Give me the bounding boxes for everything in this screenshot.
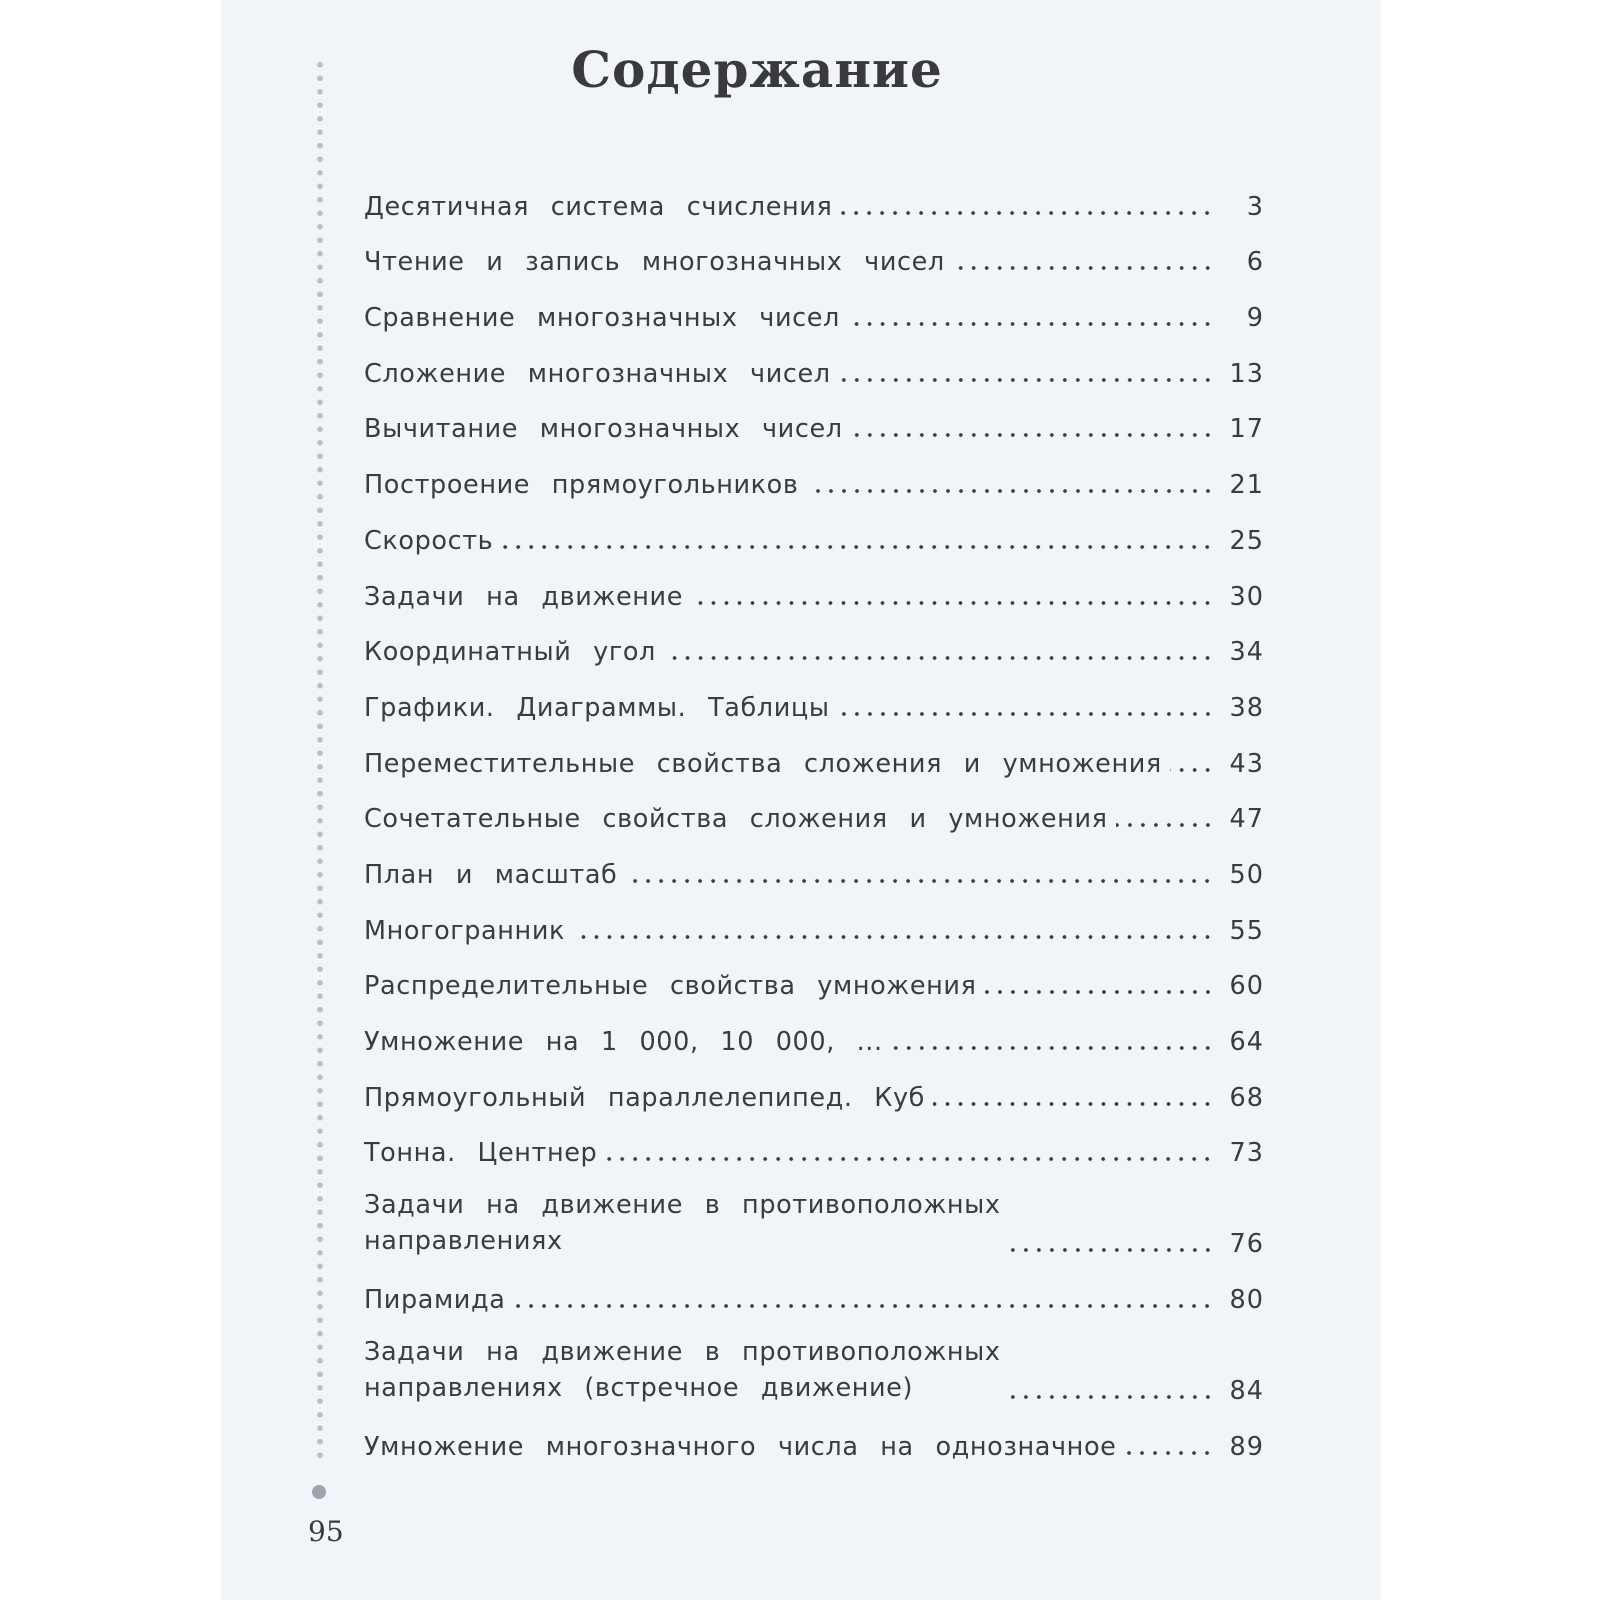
toc-entry-page: 25	[1229, 525, 1264, 556]
toc-entry	[364, 1259, 1264, 1315]
dot-leader	[513, 1303, 1214, 1309]
dot-leader	[501, 544, 1214, 550]
margin-line-end-dot	[312, 1485, 326, 1499]
toc-entry-page: 50	[1229, 859, 1264, 890]
toc-entry-title: Построение прямоугольников	[364, 470, 799, 501]
dot-leader	[851, 432, 1214, 438]
toc-entry-title: Сравнение многозначных чисел	[364, 303, 840, 334]
toc-entry-page: 76	[1229, 1229, 1264, 1260]
page-number: 95	[308, 1515, 344, 1548]
dotted-margin-line	[317, 58, 323, 1458]
toc-entry-title: Сочетательные свойства сложения и умножения	[364, 804, 1108, 835]
toc-entry-page: 60	[1229, 971, 1264, 1002]
toc-entry	[364, 779, 1264, 835]
toc-entry-title: Задачи на движение в противоположных направлениях (встречное движение)	[364, 1337, 1001, 1404]
toc-entry-title: Задачи на движение	[364, 581, 684, 612]
page-title: Содержание	[571, 40, 943, 99]
dot-leader	[1009, 1394, 1214, 1400]
toc-entry-title: Графики. Диаграммы. Таблицы	[364, 692, 830, 723]
dot-leader	[839, 377, 1214, 383]
toc-entry	[364, 1057, 1264, 1113]
toc-entry-title: Переместительные свойства сложения и умножения	[364, 748, 1162, 779]
toc-entry-page: 55	[1229, 915, 1264, 946]
toc-entry-title: Умножение многозначного числа на однозначное	[364, 1431, 1117, 1462]
toc-entry-page: 3	[1246, 191, 1264, 222]
toc-entry-title: Тонна. Центнер	[364, 1138, 598, 1169]
dot-leader	[933, 1101, 1214, 1107]
dot-leader	[848, 321, 1214, 327]
toc-entry-page: 30	[1229, 581, 1264, 612]
toc-entry-page: 47	[1229, 804, 1264, 835]
dot-leader	[573, 934, 1214, 940]
book-page	[222, 0, 1380, 1600]
dot-leader	[1116, 822, 1214, 828]
dot-leader	[838, 711, 1214, 717]
dot-leader	[605, 1156, 1214, 1162]
toc-entry-page: 21	[1229, 470, 1264, 501]
toc-entry	[364, 667, 1264, 723]
dot-leader	[807, 488, 1215, 494]
dot-leader	[953, 265, 1214, 271]
toc-entry	[364, 723, 1264, 779]
dot-leader	[1124, 1450, 1214, 1456]
dot-leader	[691, 600, 1214, 606]
toc-entry-page: 34	[1229, 637, 1264, 668]
toc-entry-title: Чтение и запись многозначных чисел	[364, 247, 945, 278]
dot-leader	[891, 1045, 1214, 1051]
toc-entry-title: Задачи на движение в противоположных направлениях	[364, 1190, 1001, 1257]
toc-entry	[364, 222, 1264, 278]
toc-entry-title: Скорость	[364, 525, 494, 556]
toc-entry	[364, 1315, 1264, 1406]
dot-leader	[664, 655, 1214, 661]
toc-entry-title: План и масштаб	[364, 859, 618, 890]
toc-entry-title: Пирамида	[364, 1285, 506, 1316]
toc-entry	[364, 500, 1264, 556]
toc-entry	[364, 946, 1264, 1002]
toc-entry	[364, 389, 1264, 445]
toc-entry-page: 13	[1229, 358, 1264, 389]
toc-entry	[364, 556, 1264, 612]
toc-entry-page: 9	[1246, 303, 1264, 334]
toc-entry	[364, 1168, 1264, 1259]
toc-entry-title: Десятичная система счисления	[364, 191, 833, 222]
toc-entry-title: Прямоугольный параллелепипед. Куб	[364, 1082, 925, 1113]
toc-entry-page: 17	[1229, 414, 1264, 445]
toc-entry	[364, 890, 1264, 946]
toc-entry-title: Многогранник	[364, 915, 566, 946]
toc-entry-title: Распределительные свойства умножения	[364, 971, 977, 1002]
dot-leader	[625, 878, 1214, 884]
toc-entry-title: Координатный угол	[364, 637, 656, 668]
table-of-contents	[364, 166, 1264, 1462]
toc-entry-title: Умножение на 1 000, 10 000, ...	[364, 1027, 883, 1057]
toc-entry-page: 73	[1229, 1138, 1264, 1169]
toc-entry-page: 84	[1229, 1376, 1264, 1407]
toc-entry	[364, 166, 1264, 222]
toc-entry	[364, 612, 1264, 668]
toc-entry	[364, 1406, 1264, 1462]
toc-entry-page: 68	[1229, 1082, 1264, 1113]
dot-leader	[985, 989, 1214, 995]
toc-entry-page: 89	[1229, 1431, 1264, 1462]
toc-entry-page: 38	[1229, 692, 1264, 723]
toc-entry	[364, 333, 1264, 389]
toc-entry	[364, 277, 1264, 333]
toc-entry	[364, 834, 1264, 890]
toc-entry	[364, 444, 1264, 500]
toc-entry-page: 64	[1229, 1027, 1264, 1057]
toc-entry-title: Сложение многозначных чисел	[364, 358, 831, 389]
toc-entry	[364, 1113, 1264, 1169]
toc-entry-title: Вычитание многозначных чисел	[364, 414, 843, 445]
toc-entry-page: 43	[1229, 748, 1264, 779]
toc-entry-page: 6	[1246, 247, 1264, 278]
toc-entry	[364, 1001, 1264, 1057]
dot-leader	[1009, 1247, 1214, 1253]
dot-leader	[840, 210, 1214, 216]
dot-leader	[1170, 767, 1214, 773]
toc-entry-page: 80	[1229, 1285, 1264, 1316]
